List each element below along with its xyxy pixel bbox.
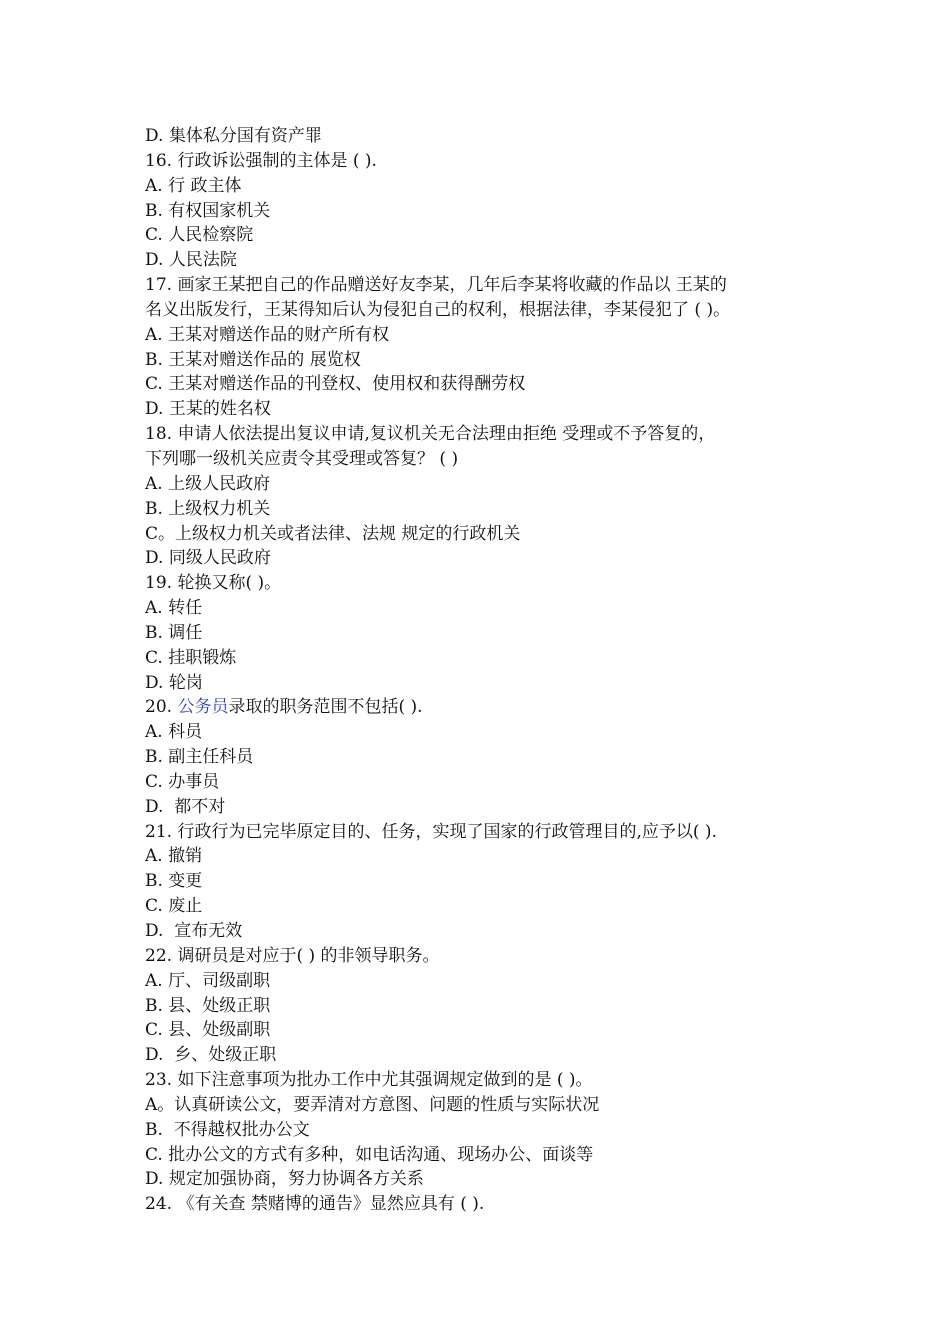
option-line: A. 转任 xyxy=(145,598,203,619)
option-line: C. 办事员 xyxy=(145,771,220,792)
question-line: 23. 如下注意事项为批办工作中尤其强调规定做到的是 ( )。 xyxy=(145,1070,593,1091)
question-line: 17. 画家王某把自己的作品赠送好友李某，几年后李某将收藏的作品以 王某的 xyxy=(145,275,727,296)
option-line: C. 王某对赠送作品的刊登权、使用权和获得酬劳权 xyxy=(145,374,526,395)
option-line: D. 乡、处级正职 xyxy=(145,1045,277,1066)
option-line: A. 行 政主体 xyxy=(145,175,242,196)
option-line: D. 都不对 xyxy=(145,796,226,817)
option-line: A。认真研读公文，要弄清对方意图、问题的性质与实际状况 xyxy=(145,1094,600,1115)
option-line: C. 废止 xyxy=(145,896,203,917)
option-line: D. 人民法院 xyxy=(145,250,237,271)
option-line: D. 规定加强协商，努力协调各方关系 xyxy=(145,1169,424,1190)
question-line: 19. 轮换又称( )。 xyxy=(145,573,282,594)
option-line: D. 轮岗 xyxy=(145,672,203,693)
question-line: 16. 行政诉讼强制的主体是 ( ). xyxy=(145,150,377,171)
question-list xyxy=(145,124,825,1217)
question-number: 20. xyxy=(145,697,178,718)
question-line-continued: 下列哪一级机关应责令其受理或答复？ ( ) xyxy=(145,448,459,469)
option-line: D. 宣布无效 xyxy=(145,921,243,941)
option-line: A. 厅、司级副职 xyxy=(145,970,271,991)
option-line: D. 王某的姓名权 xyxy=(145,399,271,420)
option-line: B. 调任 xyxy=(145,622,203,643)
option-line: B. 王某对赠送作品的 展览权 xyxy=(145,349,361,370)
question-line xyxy=(145,695,825,720)
question-line-continued: 名义出版发行，王某得知后认为侵犯自己的权利，根据法律，李某侵犯了 ( )。 xyxy=(145,299,731,320)
question-line: 22. 调研员是对应于( ) 的非领导职务。 xyxy=(145,945,440,966)
option-line: C。上级权力机关或者法律、法规 规定的行政机关 xyxy=(145,523,521,544)
option-line: B. 变更 xyxy=(145,871,203,892)
option-line: B. 不得越权批办公文 xyxy=(145,1119,310,1140)
option-line: C. 人民检察院 xyxy=(145,225,254,246)
question-line: 21. 行政行为已完毕原定目的、任务，实现了国家的行政管理目的,应予以( ). xyxy=(145,821,717,842)
option-line: B. 县、处级正职 xyxy=(145,995,271,1016)
option-line: B. 副主任科员 xyxy=(145,747,254,768)
option-line: C. 批办公文的方式有多种，如电话沟通、现场办公、面谈等 xyxy=(145,1144,594,1165)
option-line: B. 有权国家机关 xyxy=(145,200,271,221)
option-line: A. 科员 xyxy=(145,722,203,743)
option-line: A. 王某对赠送作品的财产所有权 xyxy=(145,324,390,345)
option-line: D. 同级人民政府 xyxy=(145,548,271,569)
option-line: A. 上级人民政府 xyxy=(145,473,271,494)
question-line: 18. 申请人依法提出复议申请,复议机关无合法理由拒绝 受理或不予答复的， xyxy=(145,424,716,445)
question-text: 录取的职务范围不包括( ). xyxy=(228,697,423,718)
option-line: C. 挂职锻炼 xyxy=(145,647,237,668)
option-line: C. 县、处级副职 xyxy=(145,1020,271,1041)
option-line: B. 上级权力机关 xyxy=(145,498,271,519)
option-line: A. 撤销 xyxy=(145,846,203,867)
option-line: D. 集体私分国有资产罪 xyxy=(145,126,322,146)
civil-servant-link[interactable]: 公务员 xyxy=(177,697,229,718)
question-line: 24. 《有关查 禁赌博的通告》显然应具有 ( ). xyxy=(145,1194,485,1215)
